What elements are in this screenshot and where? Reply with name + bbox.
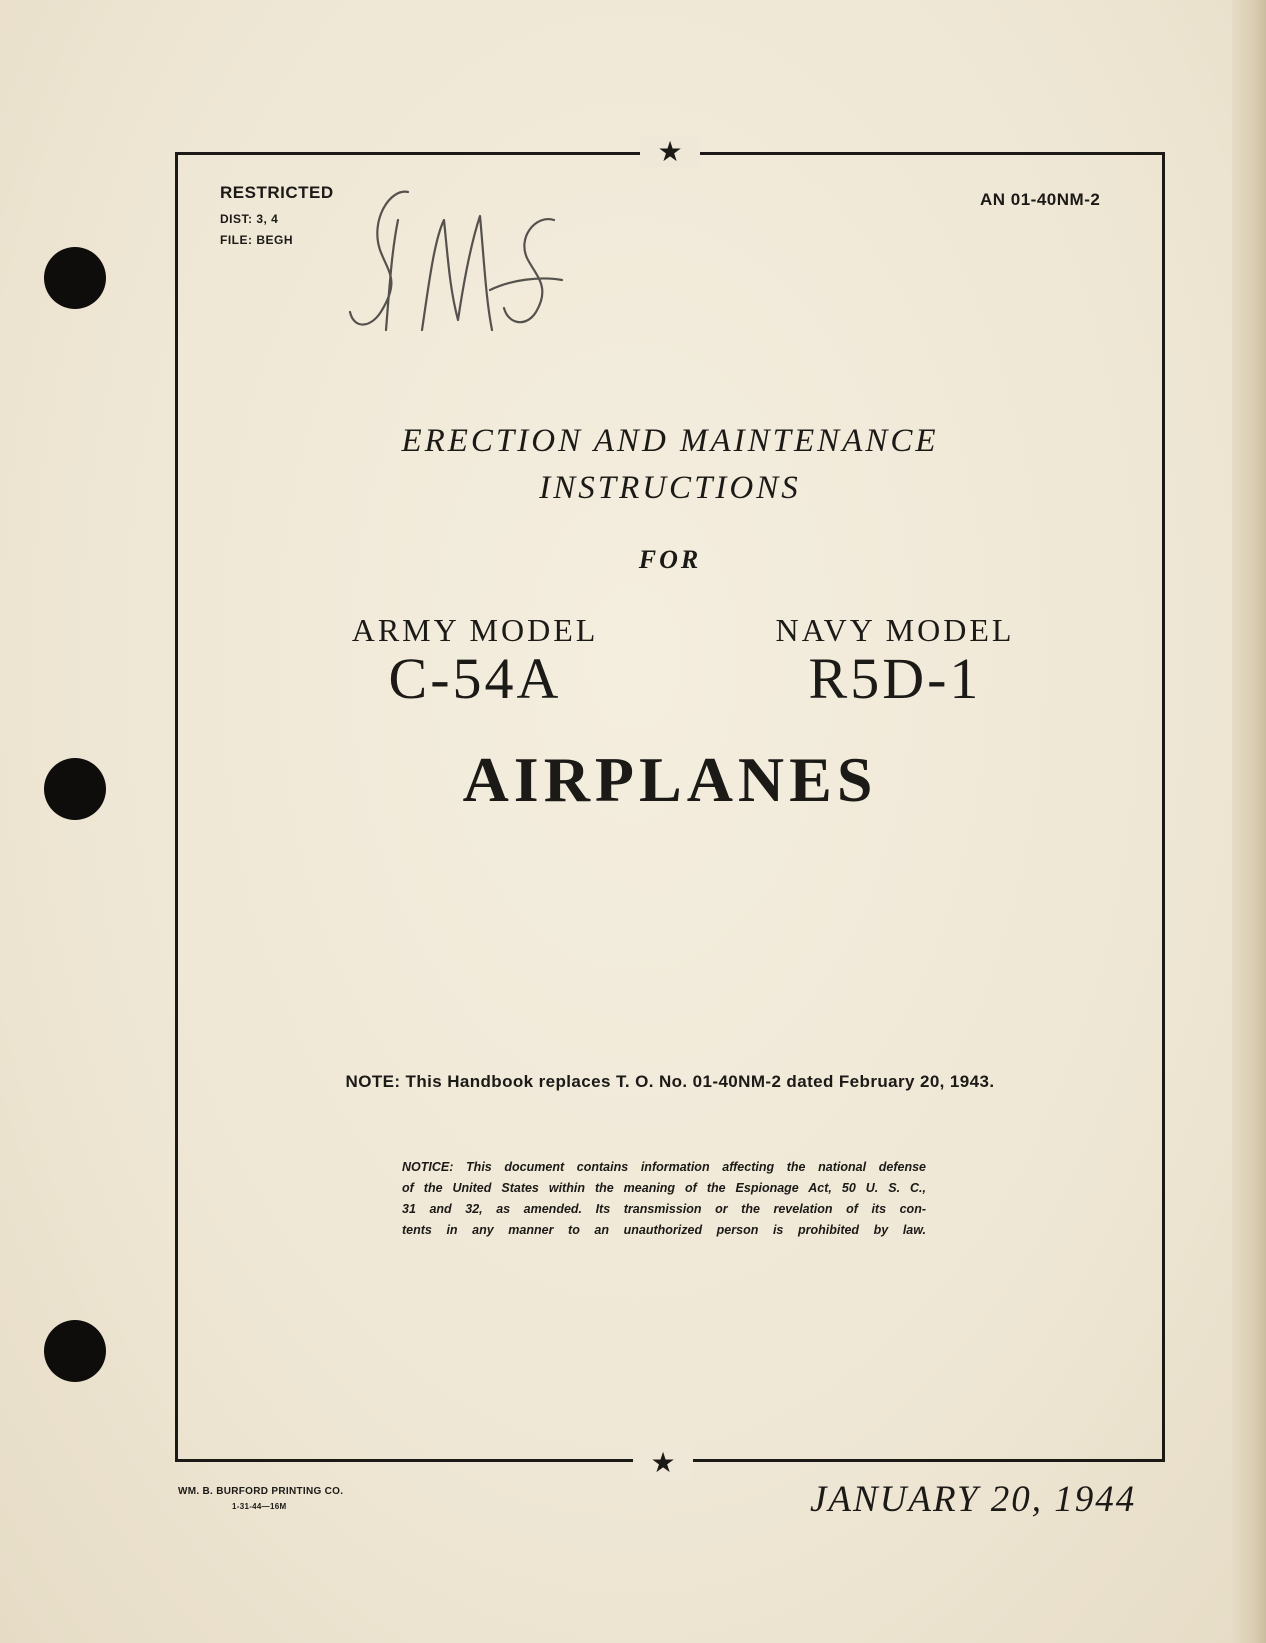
document-title-line1: ERECTION AND MAINTENANCE: [401, 423, 939, 459]
title-for: FOR: [638, 545, 702, 574]
army-model-block: [305, 612, 645, 712]
publication-date: JANUARY 20, 1944: [810, 1479, 1137, 1520]
star-icon-bottom: ★: [633, 1448, 693, 1478]
notice-line: NOTICE: This document contains information affecting the national defense: [402, 1160, 926, 1174]
document-number: AN 01-40NM-2: [980, 190, 1101, 209]
army-model-label: ARMY MODEL: [351, 612, 599, 648]
paper-edge: [1232, 0, 1266, 1643]
binder-hole-top: [44, 247, 106, 309]
file-label: FILE: BEGH: [220, 233, 293, 247]
navy-model-number: R5D-1: [808, 646, 982, 711]
notice-line: of the United States within the meaning of the Espionage Act, 50 U. S. C.,: [402, 1181, 926, 1195]
document-title-line2: INSTRUCTIONS: [539, 470, 801, 506]
distribution-label: DIST: 3, 4: [220, 212, 279, 226]
notice-line: 31 and 32, as amended. Its transmission or the revelation of its con-: [402, 1202, 926, 1216]
espionage-notice: [402, 1157, 926, 1241]
handwritten-initials: [340, 180, 580, 350]
star-icon-top: ★: [640, 137, 700, 167]
binder-hole-bottom: [44, 1320, 106, 1382]
replacement-note: NOTE: This Handbook replaces T. O. No. 01-40NM-2 dated February 20, 1943.: [345, 1072, 995, 1091]
subject-heading: AIRPLANES: [462, 744, 878, 815]
printer-name: WM. B. BURFORD PRINTING CO.: [178, 1486, 344, 1497]
notice-line: tents in any manner to an unauthorized person is prohibited by law.: [402, 1223, 926, 1237]
army-model-number: C-54A: [388, 646, 562, 711]
binder-hole-middle: [44, 758, 106, 820]
navy-model-block: [725, 612, 1065, 712]
navy-model-label: NAVY MODEL: [775, 612, 1015, 648]
classification-label: RESTRICTED: [220, 183, 334, 202]
print-code: 1-31-44—16M: [232, 1502, 287, 1511]
